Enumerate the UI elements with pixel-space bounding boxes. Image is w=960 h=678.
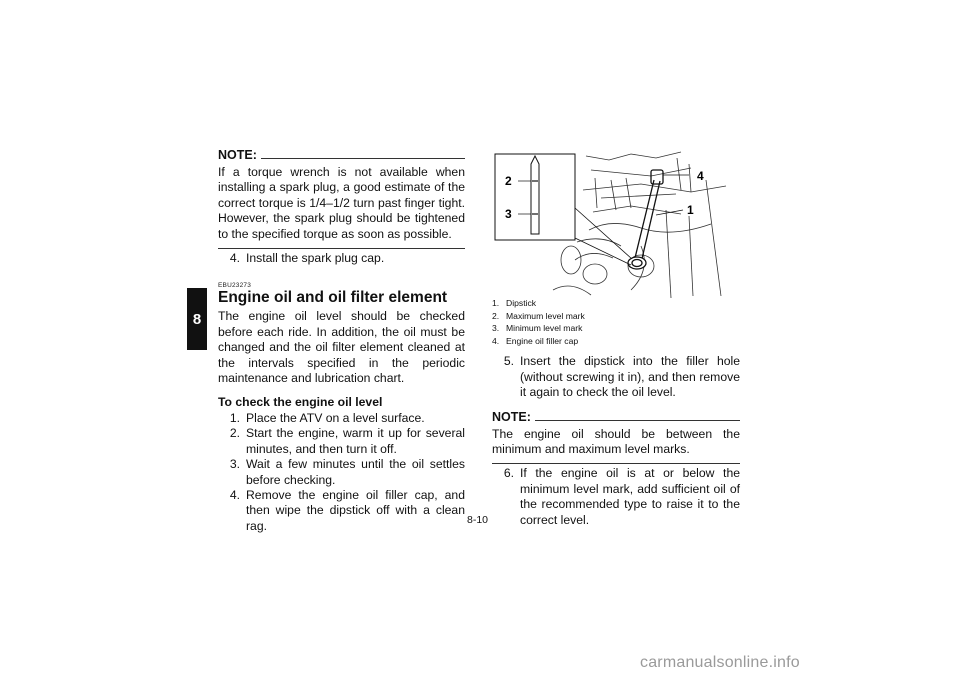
- dipstick-blade: [531, 156, 539, 234]
- step-text: Wait a few minutes until the oil settles before checking.: [246, 457, 465, 487]
- left-column: [218, 148, 465, 534]
- step-5: [492, 354, 740, 400]
- step-6: [492, 466, 740, 528]
- step-text: If the engine oil is at or below the minimum level mark, add sufficient oil of the recommended type to raise it to the correct level.: [520, 466, 740, 527]
- callout-3: 3: [505, 207, 512, 221]
- note-end-rule: [218, 248, 465, 249]
- note-rule: [535, 420, 740, 421]
- note-label: NOTE:: [218, 148, 257, 162]
- step-text: Remove the engine oil filler cap, and then wipe the dipstick off with a clean rag.: [246, 487, 465, 533]
- watermark: carmanualsonline.info: [640, 654, 800, 671]
- note-rule: [261, 158, 465, 159]
- step-3: [218, 457, 465, 488]
- legend-number: 3.: [492, 323, 500, 334]
- section-tab: [187, 288, 207, 350]
- legend-item: [492, 335, 740, 348]
- step-number: 4.: [229, 251, 240, 266]
- step-text: Place the ATV on a level surface.: [246, 410, 425, 425]
- page-number: 8-10: [467, 514, 489, 526]
- step-number: 1.: [229, 410, 240, 425]
- inset-leader-bottom: [575, 238, 631, 265]
- note-header: [218, 148, 465, 162]
- step-4: [218, 488, 465, 534]
- section-code: EBU23273: [218, 282, 252, 290]
- section-title: Engine oil and oil filter element: [218, 289, 448, 307]
- section-tab-label: 8: [192, 310, 202, 328]
- step-number: 2.: [229, 426, 240, 441]
- legend-number: 2.: [492, 310, 500, 321]
- step-text: Install the spark plug cap.: [246, 251, 385, 266]
- dipstick-illustration: [491, 150, 741, 298]
- legend-text: Engine oil filler cap: [506, 335, 579, 346]
- figure: [491, 150, 741, 298]
- note-text: The engine oil should be between the minimum and maximum level marks.: [492, 426, 740, 456]
- step-text: Start the engine, warm it up for several minutes, and then turn it off.: [246, 426, 465, 456]
- callout-1: 1: [687, 203, 694, 217]
- callout-4: 4: [697, 169, 704, 183]
- step-number: 5.: [503, 354, 514, 369]
- step-number: 4.: [229, 487, 240, 502]
- legend-number: 1.: [492, 298, 500, 308]
- legend-item: [492, 310, 740, 323]
- note-header: [492, 410, 740, 424]
- right-column: [492, 297, 740, 528]
- legend-text: Dipstick: [506, 298, 537, 308]
- legend-number: 4.: [492, 335, 500, 346]
- step-1: [218, 411, 465, 426]
- step-number: 3.: [229, 457, 240, 472]
- subheading: To check the engine oil level: [218, 395, 383, 410]
- legend-text: Maximum level mark: [506, 310, 585, 321]
- callout-2: 2: [505, 174, 512, 188]
- step-4-install-cap: [218, 251, 465, 266]
- step-2: [218, 426, 465, 457]
- legend-text: Minimum level mark: [506, 323, 583, 334]
- step-text: Insert the dipstick into the filler hole (without screwing it in), and then remove it again to check the oil level.: [520, 354, 740, 400]
- note-label: NOTE:: [492, 409, 531, 424]
- note-text: If a torque wrench is not available when installing a spark plug, a good estimate of the correct torque is 1/4–1/2 turn past finger tight. However, the spark plug should be tightened to the specified torque as soon as possible.: [218, 165, 465, 241]
- intro-paragraph: The engine oil level should be checked before each ride. In addition, the oil must be changed and the oil filter element cleaned at the intervals specified in the periodic maintenance and lubrication chart.: [218, 309, 465, 386]
- figure-legend: [492, 297, 740, 347]
- legend-item: [492, 322, 740, 335]
- step-number: 6.: [503, 466, 514, 481]
- legend-item: [492, 297, 740, 310]
- note-end-rule: [492, 463, 740, 464]
